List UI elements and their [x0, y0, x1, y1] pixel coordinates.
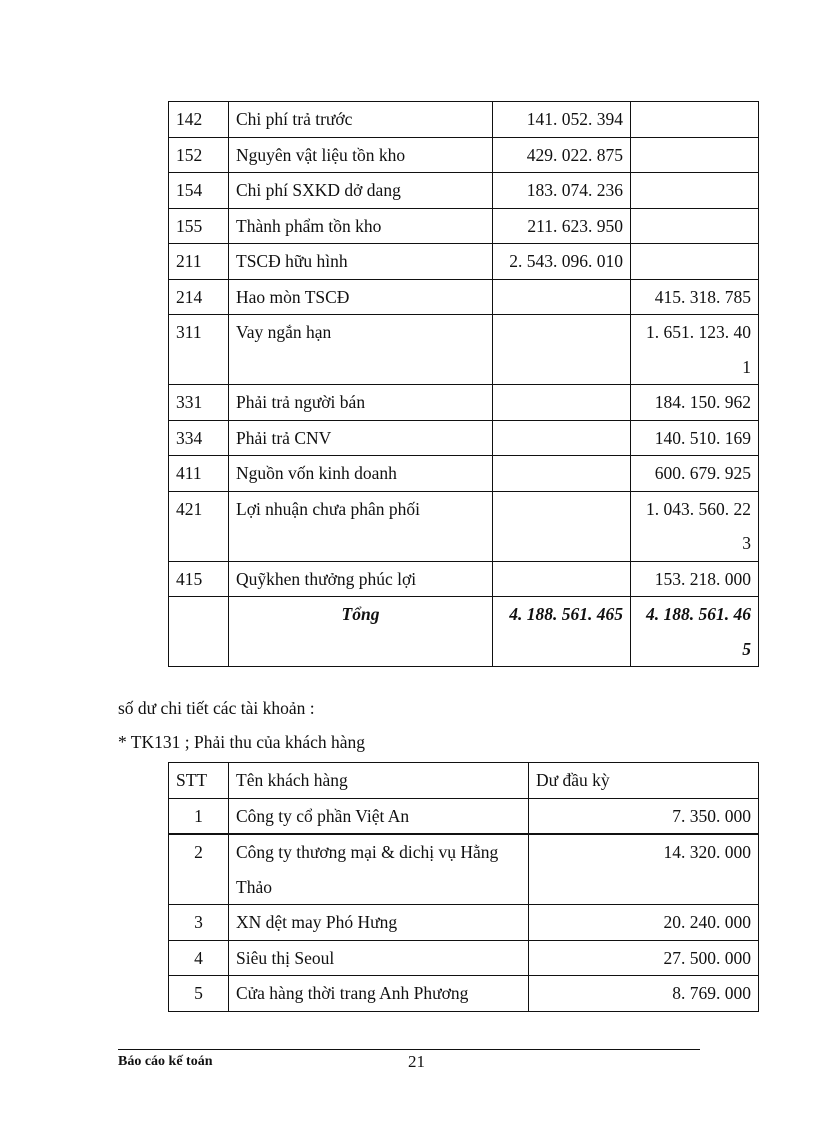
account-code: 411	[169, 456, 229, 492]
account-code: 155	[169, 208, 229, 244]
account-code: 211	[169, 244, 229, 280]
table-row	[169, 456, 759, 492]
customer-name: Công ty cổ phần Việt An	[229, 798, 529, 834]
stt-cell: 5	[169, 976, 229, 1012]
credit-value: 1. 651. 123. 401	[631, 315, 759, 385]
table-row	[169, 940, 759, 976]
stt-cell: 3	[169, 905, 229, 941]
stt-cell: 1	[169, 798, 229, 834]
account-name: Vay ngắn hạn	[229, 315, 493, 385]
debit-value	[493, 279, 631, 315]
table-row	[169, 561, 759, 597]
table-row	[169, 244, 759, 280]
debit-value: 183. 074. 236	[493, 173, 631, 209]
account-name: Thành phẩm tồn kho	[229, 208, 493, 244]
account-name: Quỹkhen thưởng phúc lợi	[229, 561, 493, 597]
balance-value: 8. 769. 000	[529, 976, 759, 1012]
total-credit: 4. 188. 561. 465	[631, 597, 759, 667]
customer-name: XN dệt may Phó Hưng	[229, 905, 529, 941]
debit-value	[493, 385, 631, 421]
balance-value: 20. 240. 000	[529, 905, 759, 941]
total-debit: 4. 188. 561. 465	[493, 597, 631, 667]
account-name: Lợi nhuận chưa phân phối	[229, 491, 493, 561]
account-code: 152	[169, 137, 229, 173]
table-row	[169, 208, 759, 244]
table-row	[169, 173, 759, 209]
account-code: 214	[169, 279, 229, 315]
credit-value	[631, 208, 759, 244]
customer-name: Cửa hàng thời trang Anh Phương	[229, 976, 529, 1012]
debit-value: 211. 623. 950	[493, 208, 631, 244]
account-code: 415	[169, 561, 229, 597]
header-stt: STT	[169, 763, 229, 799]
stt-cell: 4	[169, 940, 229, 976]
table-row	[169, 420, 759, 456]
debit-value: 2. 543. 096. 010	[493, 244, 631, 280]
debit-value: 141. 052. 394	[493, 102, 631, 138]
table-row	[169, 137, 759, 173]
balance-table	[168, 101, 759, 667]
credit-value	[631, 244, 759, 280]
stt-cell: 2	[169, 834, 229, 905]
table-row	[169, 798, 759, 834]
credit-value	[631, 173, 759, 209]
account-code: 154	[169, 173, 229, 209]
balance-value: 27. 500. 000	[529, 940, 759, 976]
credit-value: 600. 679. 925	[631, 456, 759, 492]
account-name: Hao mòn TSCĐ	[229, 279, 493, 315]
footer-title: Báo cáo kế toán	[118, 1054, 213, 1069]
account-name: Nguyên vật liệu tồn kho	[229, 137, 493, 173]
account-name: TSCĐ hữu hình	[229, 244, 493, 280]
customer-name: Công ty thương mại & dichị vụ Hằng Thảo	[229, 834, 529, 905]
table-row	[169, 834, 759, 905]
header-balance: Dư đầu kỳ	[529, 763, 759, 799]
header-name: Tên khách hàng	[229, 763, 529, 799]
account-name: Chi phí SXKD dở dang	[229, 173, 493, 209]
credit-value: 415. 318. 785	[631, 279, 759, 315]
account-code: 142	[169, 102, 229, 138]
credit-value	[631, 102, 759, 138]
account-code: 331	[169, 385, 229, 421]
page-number: 21	[408, 1052, 425, 1071]
credit-value	[631, 137, 759, 173]
debit-value	[493, 315, 631, 385]
account-code: 311	[169, 315, 229, 385]
table-row	[169, 491, 759, 561]
total-label: Tổng	[229, 597, 493, 667]
table-row	[169, 315, 759, 385]
credit-value: 184. 150. 962	[631, 385, 759, 421]
balance-value: 7. 350. 000	[529, 798, 759, 834]
account-name: Nguồn vốn kinh doanh	[229, 456, 493, 492]
account-code: 334	[169, 420, 229, 456]
total-code-cell	[169, 597, 229, 667]
total-row	[169, 597, 759, 667]
footer-divider	[118, 1049, 700, 1050]
debit-value	[493, 420, 631, 456]
table-row	[169, 905, 759, 941]
table-row	[169, 385, 759, 421]
section-note: số dư chi tiết các tài khoản :	[118, 698, 315, 718]
credit-value: 140. 510. 169	[631, 420, 759, 456]
debit-value	[493, 456, 631, 492]
debit-value	[493, 561, 631, 597]
account-name: Chi phí trả trước	[229, 102, 493, 138]
account-code: 421	[169, 491, 229, 561]
debit-value: 429. 022. 875	[493, 137, 631, 173]
table-row	[169, 976, 759, 1012]
debit-value	[493, 491, 631, 561]
customer-table	[168, 762, 759, 1012]
credit-value: 1. 043. 560. 223	[631, 491, 759, 561]
account-name: Phải trả CNV	[229, 420, 493, 456]
credit-value: 153. 218. 000	[631, 561, 759, 597]
balance-value: 14. 320. 000	[529, 834, 759, 905]
table-row	[169, 279, 759, 315]
customer-name: Siêu thị Seoul	[229, 940, 529, 976]
section-subtitle: * TK131 ; Phải thu của khách hàng	[118, 732, 366, 752]
account-name: Phải trả người bán	[229, 385, 493, 421]
header-row	[169, 763, 759, 799]
table-row	[169, 102, 759, 138]
